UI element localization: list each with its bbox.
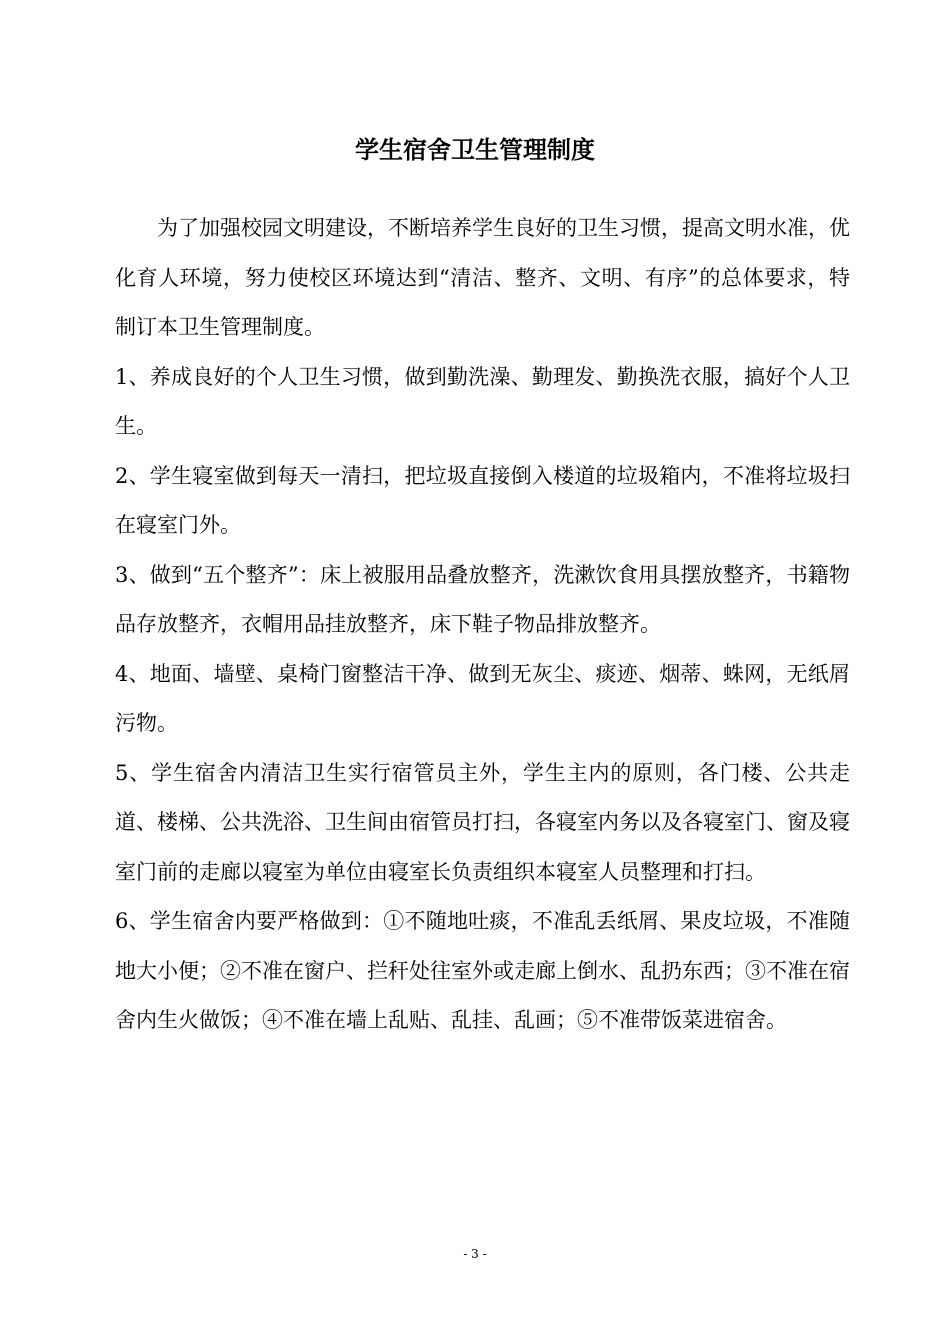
rule-item-3: 3、做到“五个整齐”：床上被服用品叠放整齐，洗漱饮食用具摆放整齐，书籍物品存放整齐，衣帽用品挂放整齐，床下鞋子物品排放整齐。	[115, 562, 850, 636]
page-number: - 3 -	[463, 1247, 487, 1261]
rule-item-2: 2、学生寝室做到每天一清扫，把垃圾直接倒入楼道的垃圾箱内，不准将垃圾扫在寝室门外。	[115, 463, 850, 537]
document-title: 学生宿舍卫生管理制度	[355, 136, 595, 164]
rule-item-1: 1、养成良好的个人卫生习惯，做到勤洗澡、勤理发、勤换洗衣服，搞好个人卫生。	[115, 364, 850, 438]
rule-item-5: 5、学生宿舍内清洁卫生实行宿管员主外，学生主内的原则，各门楼、公共走道、楼梯、公共洗浴、卫生间由宿管员打扫，各寝室内务以及各寝室门、窗及寝室门前的走廊以寝室为单位由寝室长负责组织本寝室人员整理和打扫。	[115, 760, 850, 884]
document-body	[115, 204, 850, 1046]
intro-paragraph: 为了加强校园文明建设，不断培养学生良好的卫生习惯，提高文明水准，优化育人环境，努力使校区环境达到“清洁、整齐、文明、有序”的总体要求，特制订本卫生管理制度。	[115, 216, 850, 339]
rule-item-4: 4、地面、墙壁、桌椅门窗整洁干净、做到无灰尘、痰迹、烟蒂、蛛网，无纸屑污物。	[115, 661, 850, 735]
rule-item-6: 6、学生宿舍内要严格做到：①不随地吐痰，不准乱丢纸屑、果皮垃圾，不准随地大小便；②不准在窗户、拦秆处往室外或走廊上倒水、乱扔东西；③不准在宿舍内生火做饭；④不准在墙上乱贴、乱挂、乱画；⑤不准带饭菜进宿舍。	[115, 909, 850, 1032]
